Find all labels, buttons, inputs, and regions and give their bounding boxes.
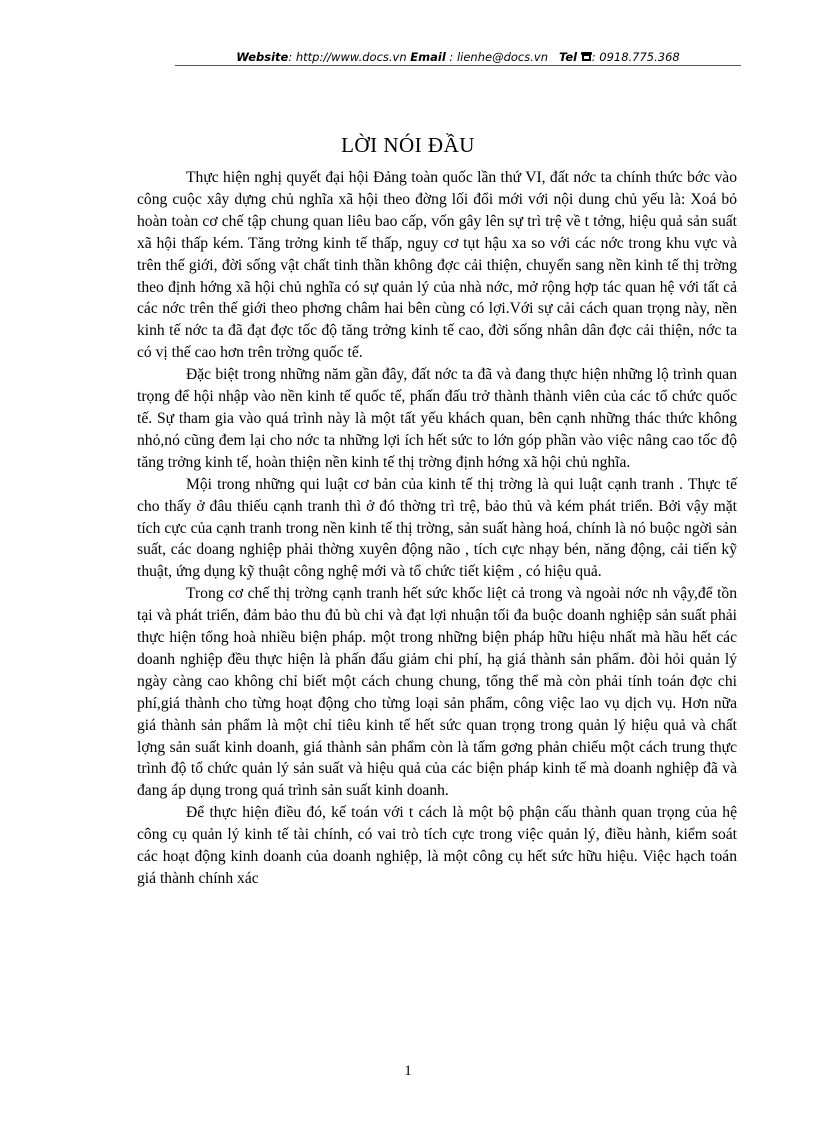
page-number: 1 — [404, 1063, 412, 1079]
website-value: : http://www.docs.vn — [288, 50, 407, 64]
paragraph: Để thực hiện điều đó, kế toán với t cách là một bộ phận cấu thành quan trọng của hệ công cụ quản lý kinh tế tài chính, có vai trò tích cực trong việc quản lý, điều hành, kiểm soát các hoạt động kinh doanh của doanh nghiệp, là một công cụ hết sức hữu hiệu. Việc hạch toán giá thành chính xác — [137, 804, 737, 887]
email-label: Email — [410, 50, 446, 64]
email-value: : lienhe@docs.vn — [445, 50, 548, 64]
tel-value: : 0918.775.368 — [591, 50, 680, 64]
body-text — [137, 167, 737, 890]
paragraph: Trong cơ chế thị trờng cạnh tranh hết sức khốc liệt cả trong và ngoài nớc nh vậy,để tồn tại và phát triển, đảm bảo thu đủ bù chi và đạt lợi nhuận tối đa buộc doanh nghiệp sản suất phải thực hiện tổng hoà nhiều biện pháp. một trong những biện pháp hữu hiệu nhất mà hầu hết các doanh nghiệp đều thực hiện là phấn đấu giảm chi phí, hạ giá thành sản phẩm. đòi hỏi quản lý ngày càng cao không chỉ biết một cách chung chung, tổng thể mà còn phải tính toán đợc chi phí,giá thành cho từng hoạt động cho từng loại sản phẩm, công việc lao vụ dịch vụ. Hơn nữa giá thành sản phẩm là một chỉ tiêu kinh tế hết sức quan trọng trong quản lý hiệu quả và chất lợng sản suất kinh doanh, giá thành sản phẩm còn là tấm gơng phản chiếu một cách trung thực trình độ tổ chức quản lý sản suất và hiệu quả của các biện pháp kinh tế mà doanh nghiệp đã và đang áp dụng trong quá trình sản suất kinh doanh. — [137, 585, 737, 800]
page-title: LỜI NÓI ĐẦU — [341, 133, 475, 157]
phone-icon — [581, 51, 592, 62]
paragraph: Thực hiện nghị quyết đại hội Đảng toàn quốc lần thứ VI, đất nớc ta chính thức bớc vào công cuộc xây dựng chủ nghĩa xã hội theo đờng lối đổi mới với nội dung chủ yếu là: Xoá bỏ hoàn toàn cơ chế tập chung quan liêu bao cấp, vốn gây lên sự trì trệ về t tởng, hiệu quả sản suất xã hội thấp kém. Tăng trởng kinh tế thấp, nguy cơ tụt hậu xa so với các nớc trong khu vực và trên thế giới, đời sống vật chất tinh thần không đợc cải thiện, chuyển sang nền kinh tế thị trờng theo định hớng xã hội chủ nghĩa có sự quản lý của nhà nớc, mở rộng hợp tác quan hệ với tất cả các nớc trên thế giới theo phơng châm hai bên cùng có lợi.Với sự cải cách quan trọng này, nền kinh tế nớc ta đã đạt đợc tốc độ tăng trởng kinh tế cao, đời sống nhân dân đợc cải thiện, nớc ta có vị thế cao hơn trên trờng quốc tế. — [137, 169, 737, 362]
paragraph: Mội trong những qui luật cơ bản của kinh tế thị trờng là qui luật cạnh tranh . Thực tế cho thấy ở đâu thiếu cạnh tranh thì ở đó thờng trì trệ, bảo thủ và kém phát triển. Bởi vậy mặt tích cực của cạnh tranh trong nền kinh tế thị trờng, sản suất hàng hoá, chính là nó buộc ngời sản suất, các doang nghiệp phải thờng xuyên động não , tích cực nhạy bén, năng động, cải tiến kỹ thuật, ứng dụng kỹ thuật công nghệ mới và tổ chức tiết kiệm , có hiệu quả. — [137, 475, 737, 581]
page-header — [175, 50, 741, 64]
paragraph: Đặc biệt trong những năm gần đây, đất nớc ta đã và đang thực hiện những lộ trình quan trọng để hội nhập vào nền kinh tế quốc tế, phấn đấu trở thành thành viên của các tổ chức quốc tế. Sự tham gia vào quá trình này là một tất yếu khách quan, bên cạnh những thác thức không nhỏ,nó cũng đem lại cho nớc ta những lợi ích hết sức to lớn góp phần vào việc nâng cao tốc độ tăng trởng kinh tế, hoàn thiện nền kinh tế thị trờng định hớng xã hội chủ nghĩa. — [137, 366, 737, 471]
website-label: Website — [236, 50, 289, 64]
header-rule — [175, 65, 741, 66]
tel-label: Tel — [558, 50, 578, 64]
